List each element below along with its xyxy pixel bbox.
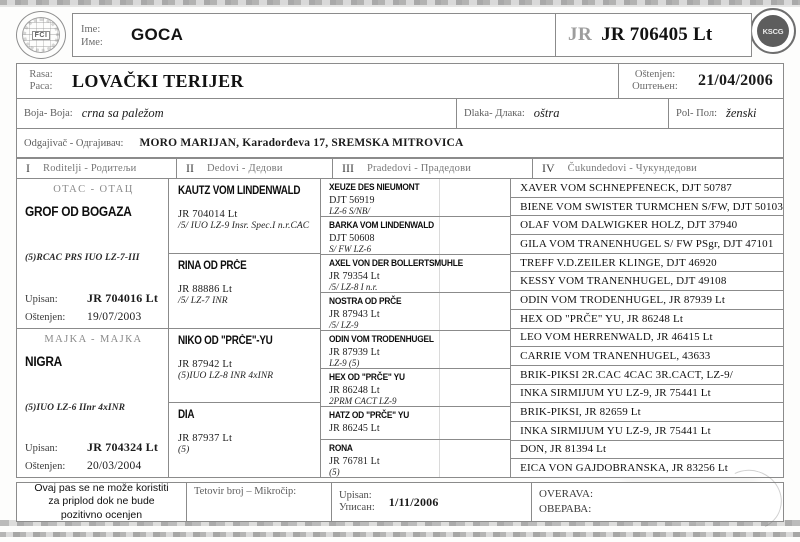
great-grandparent-titles: 2PRM CACT LZ-9 (329, 396, 397, 406)
warning-line-2: za priplod dok ne bude (48, 495, 155, 508)
mother-footer (25, 435, 168, 477)
grandparent-entry (169, 254, 320, 329)
great-grandparent-reg: JR 87939 Lt (329, 347, 380, 358)
father-name: GROF OD BOGAZA (25, 204, 132, 219)
great-grandparent-name: ODIN VOM TRODENHUGEL (329, 334, 434, 345)
grandparent-reg: JR 88886 Lt (177, 283, 233, 295)
info-row-breeder (17, 129, 783, 157)
pedigree-header-col-2 (177, 159, 333, 178)
dog-name-value: GOCA (131, 25, 184, 44)
grandparent-name: KAUTZ VOM LINDENWALD (177, 185, 301, 197)
kscg-seal-icon (750, 8, 796, 54)
pedigree-column-grandparents (169, 179, 321, 477)
father-reg-label: Upisan: (25, 293, 58, 305)
column-title: Dedovi - Дедови (207, 163, 283, 174)
warning-line-1: Ovaj pas se ne može koristiti (34, 482, 169, 495)
coat-value: oštra (533, 106, 560, 120)
gggp-entry: CARRIE VOM TRANENHUGEL, 43633 (511, 347, 783, 366)
great-grandparent-reg: JR 87943 Lt (329, 309, 380, 320)
registered-label-latin: Upisan: (339, 489, 372, 501)
great-grandparent-entry (321, 369, 510, 407)
registration-date-labels (339, 490, 375, 514)
gggp-entry: TREFF V.D.ZEILER KLINGE, DJT 46920 (511, 254, 783, 273)
father-born-value: 19/07/2003 (87, 310, 142, 323)
mother-reg-value: JR 704324 Lt (87, 440, 159, 454)
coat-label: Dlaka- Длака: (464, 108, 525, 119)
grandparent-entry (169, 179, 320, 254)
parent-mother (17, 329, 168, 478)
father-reg-value: JR 704016 Lt (87, 290, 159, 305)
registration-box (555, 14, 751, 56)
gggp-entry: DON, JR 81394 Lt (511, 441, 783, 460)
color-label: Boja- Boja: (24, 108, 73, 119)
great-grandparent-reg: DJT 50608 (329, 233, 375, 244)
info-row-color-coat-sex (17, 99, 783, 129)
pedigree-body (17, 179, 783, 477)
registration-prefix: JR (568, 24, 593, 45)
birthdate-label-latin: Oštenjen: (634, 68, 676, 80)
dog-info-block (16, 63, 784, 158)
gggp-entry: GILA VOM TRANENHUGEL S/ FW PSgr, DJT 47101 (511, 235, 783, 254)
father-role-label: OTAC - ОТАЦ (53, 184, 134, 195)
great-grandparent-titles: LZ-9 (5) (329, 358, 360, 368)
grandparent-reg: JR 87937 Lt (177, 433, 233, 445)
great-grandparent-name: NOSTRA OD PRČE (329, 296, 402, 307)
scan-artifact-top-thin (0, 5, 800, 7)
fci-logo-label: FCI (32, 31, 51, 40)
grandparent-titles: (5)IUO LZ-8 INR 4xINR (177, 370, 274, 381)
gggp-entry: BRIK-PIKSI, JR 82659 Lt (511, 403, 783, 422)
great-grandparent-titles: (5) (329, 467, 340, 477)
gggp-entry: OLAF VOM DALWIGKER HOLZ, DJT 37940 (511, 216, 783, 235)
breeder-label: Odgajivač - Одгајивач: (24, 137, 124, 149)
breed-value: LOVAČKI TERIJER (65, 64, 619, 98)
grandparent-reg: JR 704014 Lt (177, 209, 238, 220)
mother-born-label: Oštenjen: (25, 461, 66, 472)
father-born-label: Oštenjen: (25, 311, 66, 323)
column-title: Roditelji - Родитељи (43, 163, 137, 174)
gggp-entry: KESSY VOM TRANENHUGEL, DJT 49108 (511, 272, 783, 291)
pedigree-header-row (17, 159, 783, 179)
mother-titles: (5)IUO LZ-6 IInr 4xINR (25, 402, 126, 413)
color-value: crna sa paležom (81, 106, 164, 120)
mother-role-label: MAJKA - МАЈКА (44, 333, 143, 345)
gggp-entry: LEO VOM HERRENWALD, JR 46415 Lt (511, 329, 783, 348)
great-grandparent-entry (321, 407, 510, 440)
grandparent-name: NIKO OD "PRČE"-YU (177, 334, 273, 347)
great-grandparent-entry (321, 179, 510, 217)
column-numeral: III (342, 161, 354, 175)
great-grandparent-entry (321, 255, 510, 293)
pedigree-header-col-1 (17, 159, 177, 178)
great-grandparent-entry (321, 440, 510, 477)
breed-label-latin: Rasa: (29, 68, 53, 80)
gggp-entry: ODIN VOM TRODENHUGEL, JR 87939 Lt (511, 291, 783, 310)
registration-date-field (332, 483, 532, 521)
name-label-cyrillic: Име: (81, 36, 103, 48)
pedigree-table (16, 158, 784, 478)
pedigree-column-great-grandparents (321, 179, 511, 477)
great-grandparent-reg: JR 76781 Lt (329, 456, 380, 467)
registered-label-cyrillic: Уписан: (339, 502, 375, 513)
kscg-seal-label: KSCG (757, 15, 789, 47)
great-grandparent-reg: JR 86245 Lt (329, 423, 380, 434)
column-numeral: II (186, 161, 194, 175)
great-grandparent-reg: DJT 56919 (329, 195, 375, 206)
registration-number: JR 706405 Lt (601, 24, 713, 45)
name-label-latin: Ime: (81, 24, 101, 36)
great-grandparent-name: AXEL VON DER BOLLERTSMUHLE (329, 258, 464, 269)
great-grandparent-titles: LZ-6 S/NB/ (329, 206, 370, 216)
verify-label-latin: OVERAVA: (539, 488, 593, 501)
scan-artifact-bottom-2 (0, 532, 800, 537)
father-titles: (5)RCAC PRS IUO LZ-7-III (25, 253, 140, 263)
gggp-entry: INKA SIRMIJUM YU LZ-9, JR 75441 Lt (511, 385, 783, 404)
gggp-entry: INKA SIRMIJUM YU LZ-9, JR 75441 Lt (511, 422, 783, 441)
grandparent-reg: JR 87942 Lt (177, 358, 233, 370)
pedigree-column-parents (17, 179, 169, 477)
sex-value: ženski (725, 106, 757, 120)
birthdate-label-cyrillic: Оштењен: (632, 81, 678, 92)
certificate-footer (16, 482, 784, 522)
pedigree-header-col-3 (333, 159, 533, 178)
father-footer (25, 286, 168, 328)
breeding-warning-notice (17, 483, 187, 521)
column-numeral: IV (542, 161, 555, 175)
birthdate-value: 21/04/2006 (698, 72, 773, 89)
mother-name: NIGRA (25, 353, 62, 369)
dog-name-bar (72, 13, 752, 57)
tattoo-label: Tetovir broj – Mikročip: (194, 486, 297, 497)
great-grandparent-entry (321, 217, 510, 255)
gggp-entry: EICA VON GAJDOBRANSKA, JR 83256 Lt (520, 462, 728, 475)
great-grandparent-reg: JR 79354 Lt (329, 271, 380, 282)
great-grandparent-entry (321, 331, 510, 369)
grandparent-titles: /5/ LZ-7 INR (177, 295, 228, 306)
mother-reg-label: Upisan: (25, 443, 58, 454)
verify-label-cyrillic: ОВЕРАВА: (539, 503, 592, 515)
grandparent-titles: /5/ IUO LZ-9 Insr. Spec.I n.r.CAC (177, 221, 310, 231)
parent-father (17, 179, 168, 329)
breed-label-cyrillic: Paca: (29, 81, 53, 92)
gggp-entry: BIENE VOM SWISTER TURMCHEN S/FW, DJT 50103 (511, 198, 783, 217)
breeder-value: MORO MARIJAN, Karadorđeva 17, SREMSKA MITROVICA (139, 137, 464, 149)
sex-label: Pol- Пол: (676, 108, 717, 119)
column-numeral: I (26, 161, 30, 175)
column-title: Pradedovi - Прадедови (367, 163, 472, 174)
great-grandparent-name: HEX OD "PRČE" YU (329, 372, 405, 383)
fci-logo-icon (16, 11, 66, 59)
great-grandparent-entry (321, 293, 510, 331)
great-grandparent-titles: /5/ LZ-9 (329, 320, 359, 330)
great-grandparent-name: BARKA VOM LINDENWALD (329, 220, 435, 231)
great-grandparent-titles: /5/ LZ-8 I n.r. (329, 282, 378, 292)
grandparent-entry (169, 403, 320, 477)
grandparent-titles: (5) (177, 445, 190, 456)
name-field-labels (73, 14, 125, 56)
gggp-entry: HEX OD "PRČE" YU, JR 86248 Lt (511, 310, 783, 329)
grandparent-name: RINA OD PRČE (177, 259, 247, 272)
birthdate-labels (619, 64, 691, 98)
pedigree-column-great-great-grandparents (511, 179, 783, 477)
gggp-entry: XAVER VOM SCHNEPFENECK, DJT 50787 (511, 179, 783, 198)
mother-born-value: 20/03/2004 (87, 460, 142, 472)
column-title: Čukundedovi - Чукундедови (567, 163, 697, 174)
grandparent-entry (169, 329, 320, 404)
registered-date-value: 1/11/2006 (388, 494, 439, 509)
info-row-breed (17, 64, 783, 99)
pedigree-header-col-4 (533, 159, 783, 178)
gggp-entry: BRIK-PIKSI 2R.CAC 4CAC 3R.CACT, LZ-9/ (511, 366, 783, 385)
great-grandparent-name: HATZ OD "PRČE" YU (329, 410, 410, 421)
warning-line-3: pozitivno ocenjen (60, 508, 143, 521)
great-grandparent-name: RONA (329, 443, 353, 454)
great-grandparent-name: XEUZE DES NIEUMONT (329, 182, 420, 193)
tattoo-microchip-field (187, 483, 332, 521)
great-grandparent-titles: S/ FW LZ-6 (329, 244, 372, 254)
great-grandparent-reg: JR 86248 Lt (329, 385, 380, 396)
breed-labels (17, 64, 65, 98)
grandparent-name: DIA (177, 409, 195, 422)
